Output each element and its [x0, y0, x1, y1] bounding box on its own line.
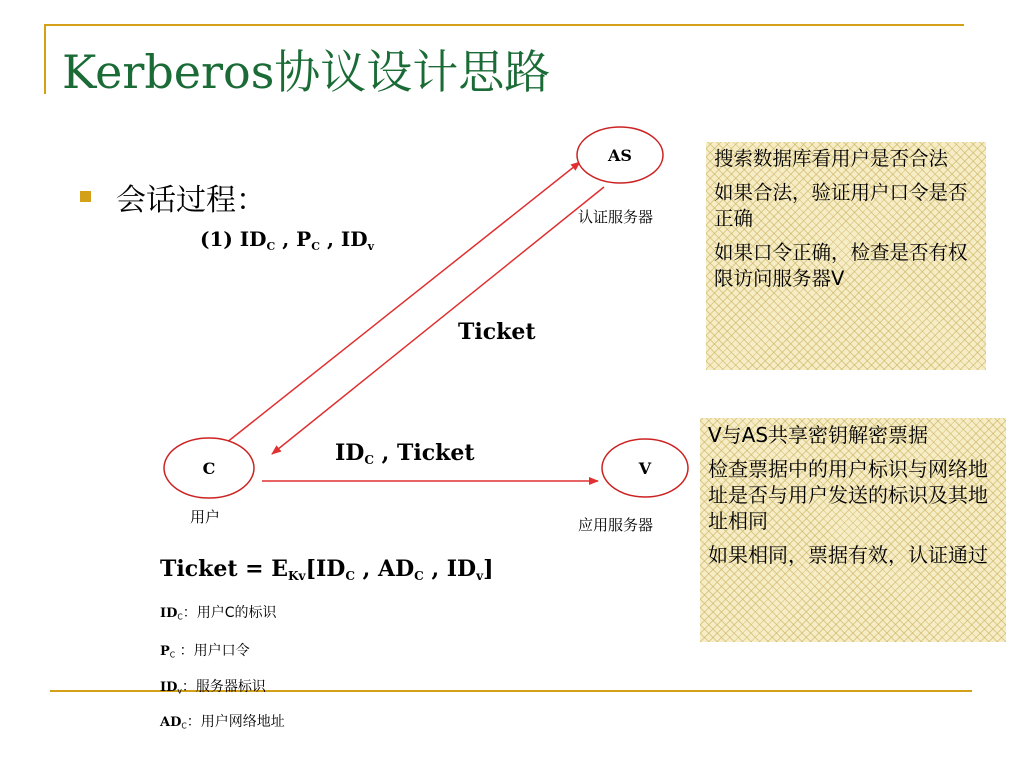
- arrow-c-to-as: [226, 162, 580, 443]
- node-v-label: V: [638, 459, 652, 478]
- as-notes-box: [706, 142, 986, 370]
- v-note-item: 检查票据中的用户标识与网络地址是否与用户发送的标识及其地址相同: [708, 457, 988, 533]
- node-c-label: C: [202, 459, 216, 478]
- definition-item: $ID_v$：服务器标识: [160, 679, 266, 696]
- ticket-arrow-label: Ticket: [458, 319, 536, 345]
- v-notes-box: [700, 418, 1006, 642]
- v-note-item: V与AS共享密钥解密票据: [708, 423, 929, 447]
- node-as-label: AS: [608, 146, 632, 165]
- page-title: Kerberos协议设计思路: [62, 45, 551, 99]
- bullet-session-process: 会话过程：: [116, 183, 266, 218]
- v-note-item: 如果相同，票据有效，认证通过: [708, 543, 988, 567]
- as-note-item: 如果口令正确，检查是否有权限访问服务器V: [714, 241, 968, 290]
- ticket-formula: Ticket = $E_{Kv}[ID_C$ , $AD_C$ , $ID_v$]: [160, 556, 494, 584]
- definition-item: $P_C$ ：用户口令: [160, 643, 250, 660]
- node-c-caption: 用户: [190, 508, 221, 526]
- as-note-item: 搜索数据库看用户是否合法: [714, 147, 949, 170]
- node-v-caption: 应用服务器: [578, 516, 654, 534]
- idc-ticket-arrow-label: $ID_C$ , Ticket: [335, 440, 475, 468]
- definition-item: $ID_C$：用户C的标识: [160, 605, 277, 622]
- definition-item: $AD_C$：用户网络地址: [160, 714, 285, 731]
- node-as-caption: 认证服务器: [578, 208, 654, 226]
- as-note-item: 如果合法，验证用户口令是否正确: [714, 181, 968, 230]
- step1-message: (1) $ID_C$ , $P_C$ , $ID_v$: [200, 227, 374, 253]
- arrow-as-to-c: [272, 187, 604, 454]
